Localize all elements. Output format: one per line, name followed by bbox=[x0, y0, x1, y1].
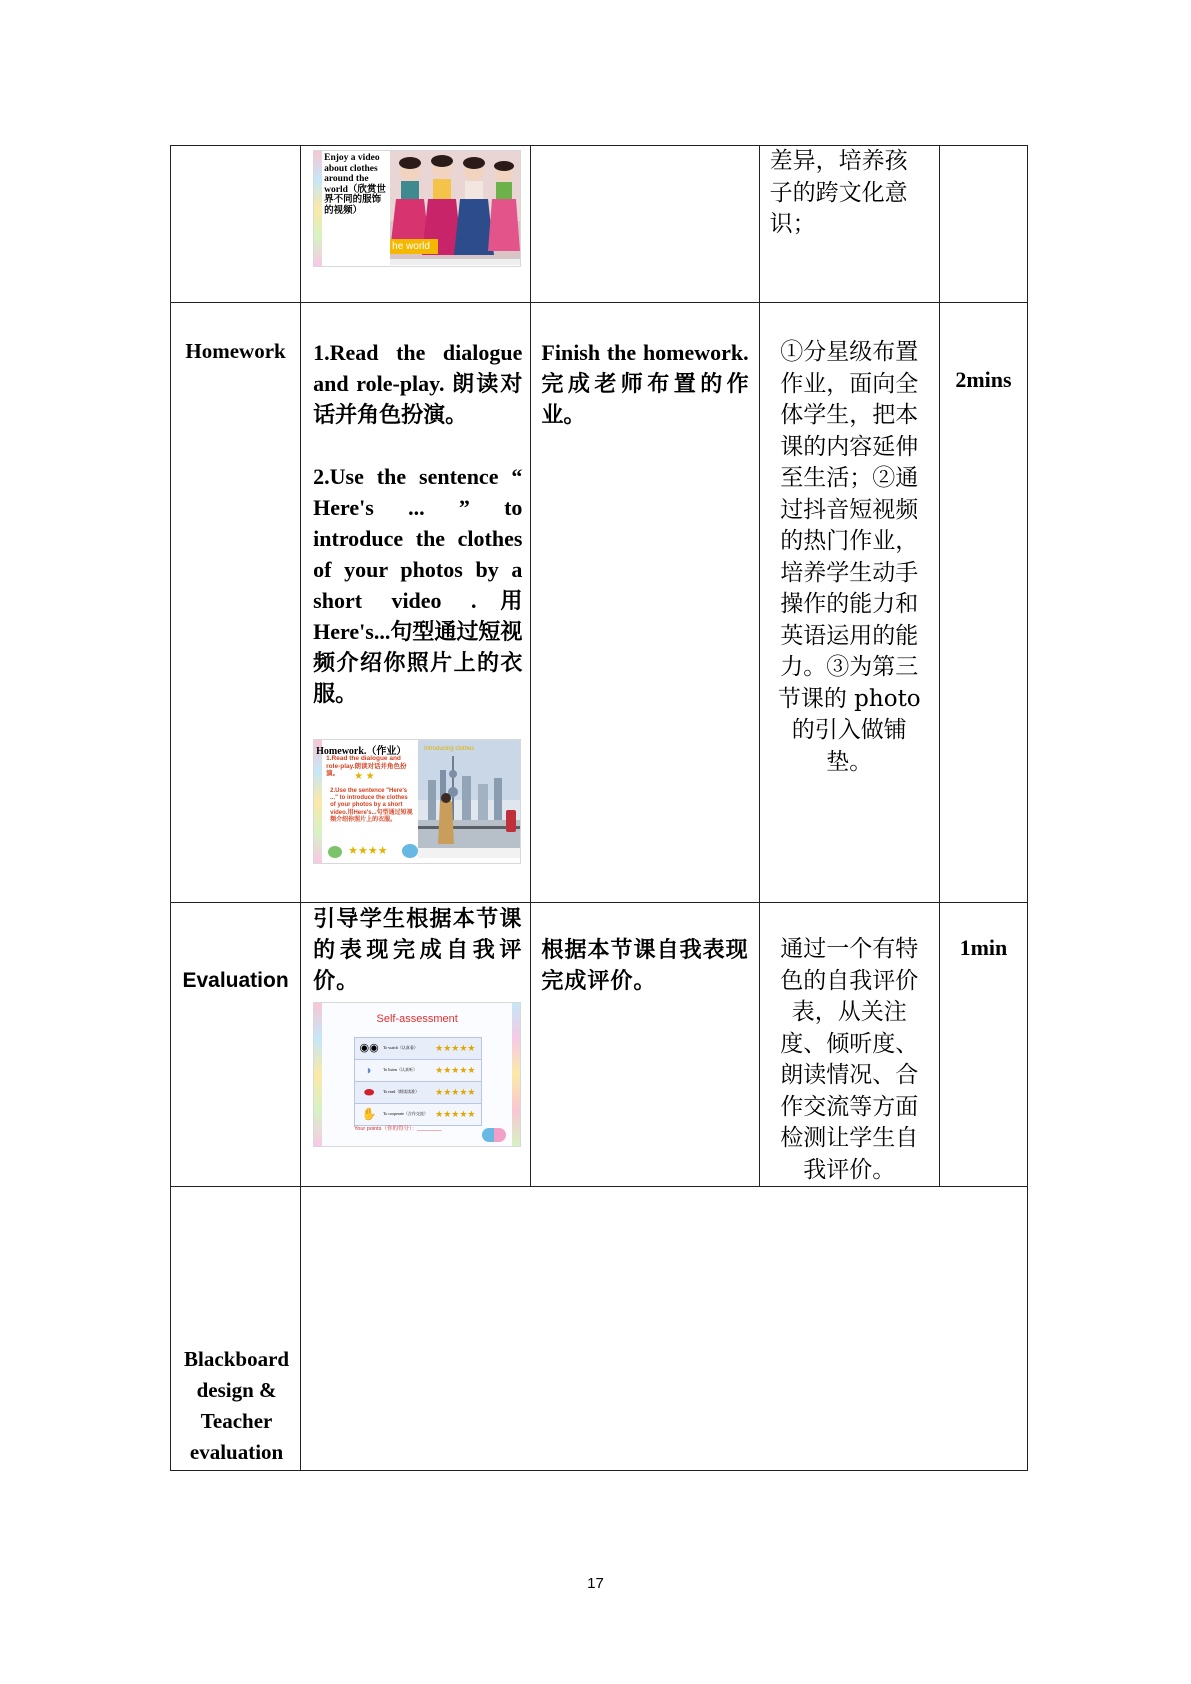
purpose-cell bbox=[759, 303, 939, 903]
page-number: 17 bbox=[587, 1575, 604, 1592]
teacher-activity-cell bbox=[301, 303, 531, 903]
homework-item-1: 1.Read the dialogue and role-play. 朗读对话并角色扮演。 bbox=[313, 340, 523, 427]
table-row-homework bbox=[171, 303, 1028, 903]
evaluation-teacher-text: 引导学生根据本节课的表现完成自我评价。 bbox=[313, 906, 523, 993]
homework-student-text: Finish the homework. 完成老师布置的作业。 bbox=[541, 340, 749, 427]
homework-purpose-text: ①分星级布置作业，面向全体学生，把本课的内容延伸至生活；②通过抖音短视频的热门作业，培养学生动手操作的能力和英语运用的能力。③为第三节课的 photo 的引入做铺垫。 bbox=[777, 339, 921, 775]
evaluation-time: 1min bbox=[959, 935, 1008, 960]
section-label-evaluation: Evaluation bbox=[182, 969, 289, 992]
teacher-activity-cell bbox=[301, 146, 531, 303]
evaluation-purpose-text: 通过一个有特色的自我评价表，从关注度、倾听度、朗读情况、合作交流等方面检测让学生自我评价。 bbox=[780, 936, 919, 1183]
purpose-cell bbox=[759, 903, 939, 1187]
table-row-video bbox=[171, 146, 1028, 303]
homework-item-2: 2.Use the sentence “ Here's ... ” to introduce the clothes of your photos by a short video .用 Here's...句型通过短视频介绍你照片上的衣服。 bbox=[313, 464, 523, 706]
assessment-label: To read（朗读读准） bbox=[383, 1089, 420, 1094]
your-points-label: Your points（你的得分）：________ bbox=[354, 1126, 442, 1132]
time-cell bbox=[939, 903, 1027, 1187]
section-cell-empty bbox=[171, 146, 301, 303]
video-progress-bar bbox=[390, 258, 520, 265]
student-activity-cell bbox=[531, 303, 759, 903]
teacher-activity-cell bbox=[301, 903, 531, 1187]
assessment-stars: ★★★★★ bbox=[435, 1109, 476, 1119]
student-activity-cell bbox=[531, 146, 759, 303]
assessment-stars: ★★★★★ bbox=[435, 1087, 476, 1097]
assessment-row bbox=[354, 1082, 482, 1104]
section-label-blackboard: Blackboard design & Teacher evaluation bbox=[184, 1347, 290, 1464]
owl-mascot-icon bbox=[328, 846, 342, 858]
ear-icon: ◗ bbox=[365, 1063, 373, 1077]
lesson-plan-table bbox=[170, 145, 1028, 1471]
student-activity-cell bbox=[531, 903, 759, 1187]
evaluation-student-text: 根据本节课自我表现完成评价。 bbox=[541, 937, 749, 993]
assessment-row bbox=[354, 1104, 482, 1126]
homework-slide-item-2: 2.Use the sentence "Here's ..." to introduce the clothes of your photos by a short video.用Here's...句型通过短视频介绍你照片上的衣服。 bbox=[330, 788, 413, 823]
table-row-evaluation bbox=[171, 903, 1028, 1187]
homework-slide-stars-1: ★ ★ bbox=[354, 771, 375, 782]
city-skyline-photo bbox=[418, 740, 520, 858]
time-cell bbox=[939, 303, 1027, 903]
assessment-label: To cooperate（合作交流） bbox=[383, 1111, 428, 1116]
owl-mascot-icon bbox=[402, 844, 418, 858]
homework-time: 2mins bbox=[955, 367, 1012, 392]
homework-slide-title: Homework.（作业） bbox=[316, 746, 407, 757]
video-purpose-text: 差异，培养孩子的跨文化意识； bbox=[769, 148, 908, 237]
purpose-cell bbox=[759, 146, 939, 303]
assessment-label: To listen（认真听） bbox=[383, 1067, 417, 1072]
assessment-stars: ★★★★★ bbox=[435, 1065, 476, 1075]
video-slide-thumbnail bbox=[313, 150, 521, 267]
blackboard-design-cell bbox=[301, 1187, 1028, 1471]
assessment-row bbox=[354, 1037, 482, 1060]
video-caption: he world bbox=[390, 239, 438, 254]
homework-slide-item-1: 1.Read the dialogue and role-play.朗读对话并角色扮演。 bbox=[326, 755, 407, 777]
assessment-row bbox=[354, 1060, 482, 1082]
homework-slide-stars-2: ★★★★ bbox=[348, 845, 388, 857]
section-cell-homework bbox=[171, 303, 301, 903]
section-label-homework: Homework bbox=[185, 339, 286, 363]
time-cell bbox=[939, 146, 1027, 303]
lips-icon: ⬬ bbox=[364, 1085, 375, 1099]
section-cell-evaluation bbox=[171, 903, 301, 1187]
homework-slide-tag: Introducing clothes bbox=[424, 746, 475, 752]
self-assessment-title: Self-assessment bbox=[376, 1013, 458, 1025]
self-assessment-grid bbox=[354, 1037, 482, 1126]
assessment-stars: ★★★★★ bbox=[435, 1043, 476, 1053]
section-cell-blackboard bbox=[171, 1187, 301, 1471]
assessment-label: To watch（认真看） bbox=[383, 1045, 418, 1050]
table-row-blackboard bbox=[171, 1187, 1028, 1471]
video-slide-text: Enjoy a video about clothes around the world（欣赏世界不同的服饰的视频） bbox=[324, 153, 386, 216]
self-assessment-slide-thumbnail bbox=[313, 1002, 521, 1147]
handshake-icon: ✋ bbox=[361, 1107, 377, 1121]
owl-mascot-icon bbox=[482, 1128, 506, 1142]
eyes-icon: ◉◉ bbox=[359, 1042, 379, 1054]
homework-slide-thumbnail bbox=[313, 739, 521, 864]
